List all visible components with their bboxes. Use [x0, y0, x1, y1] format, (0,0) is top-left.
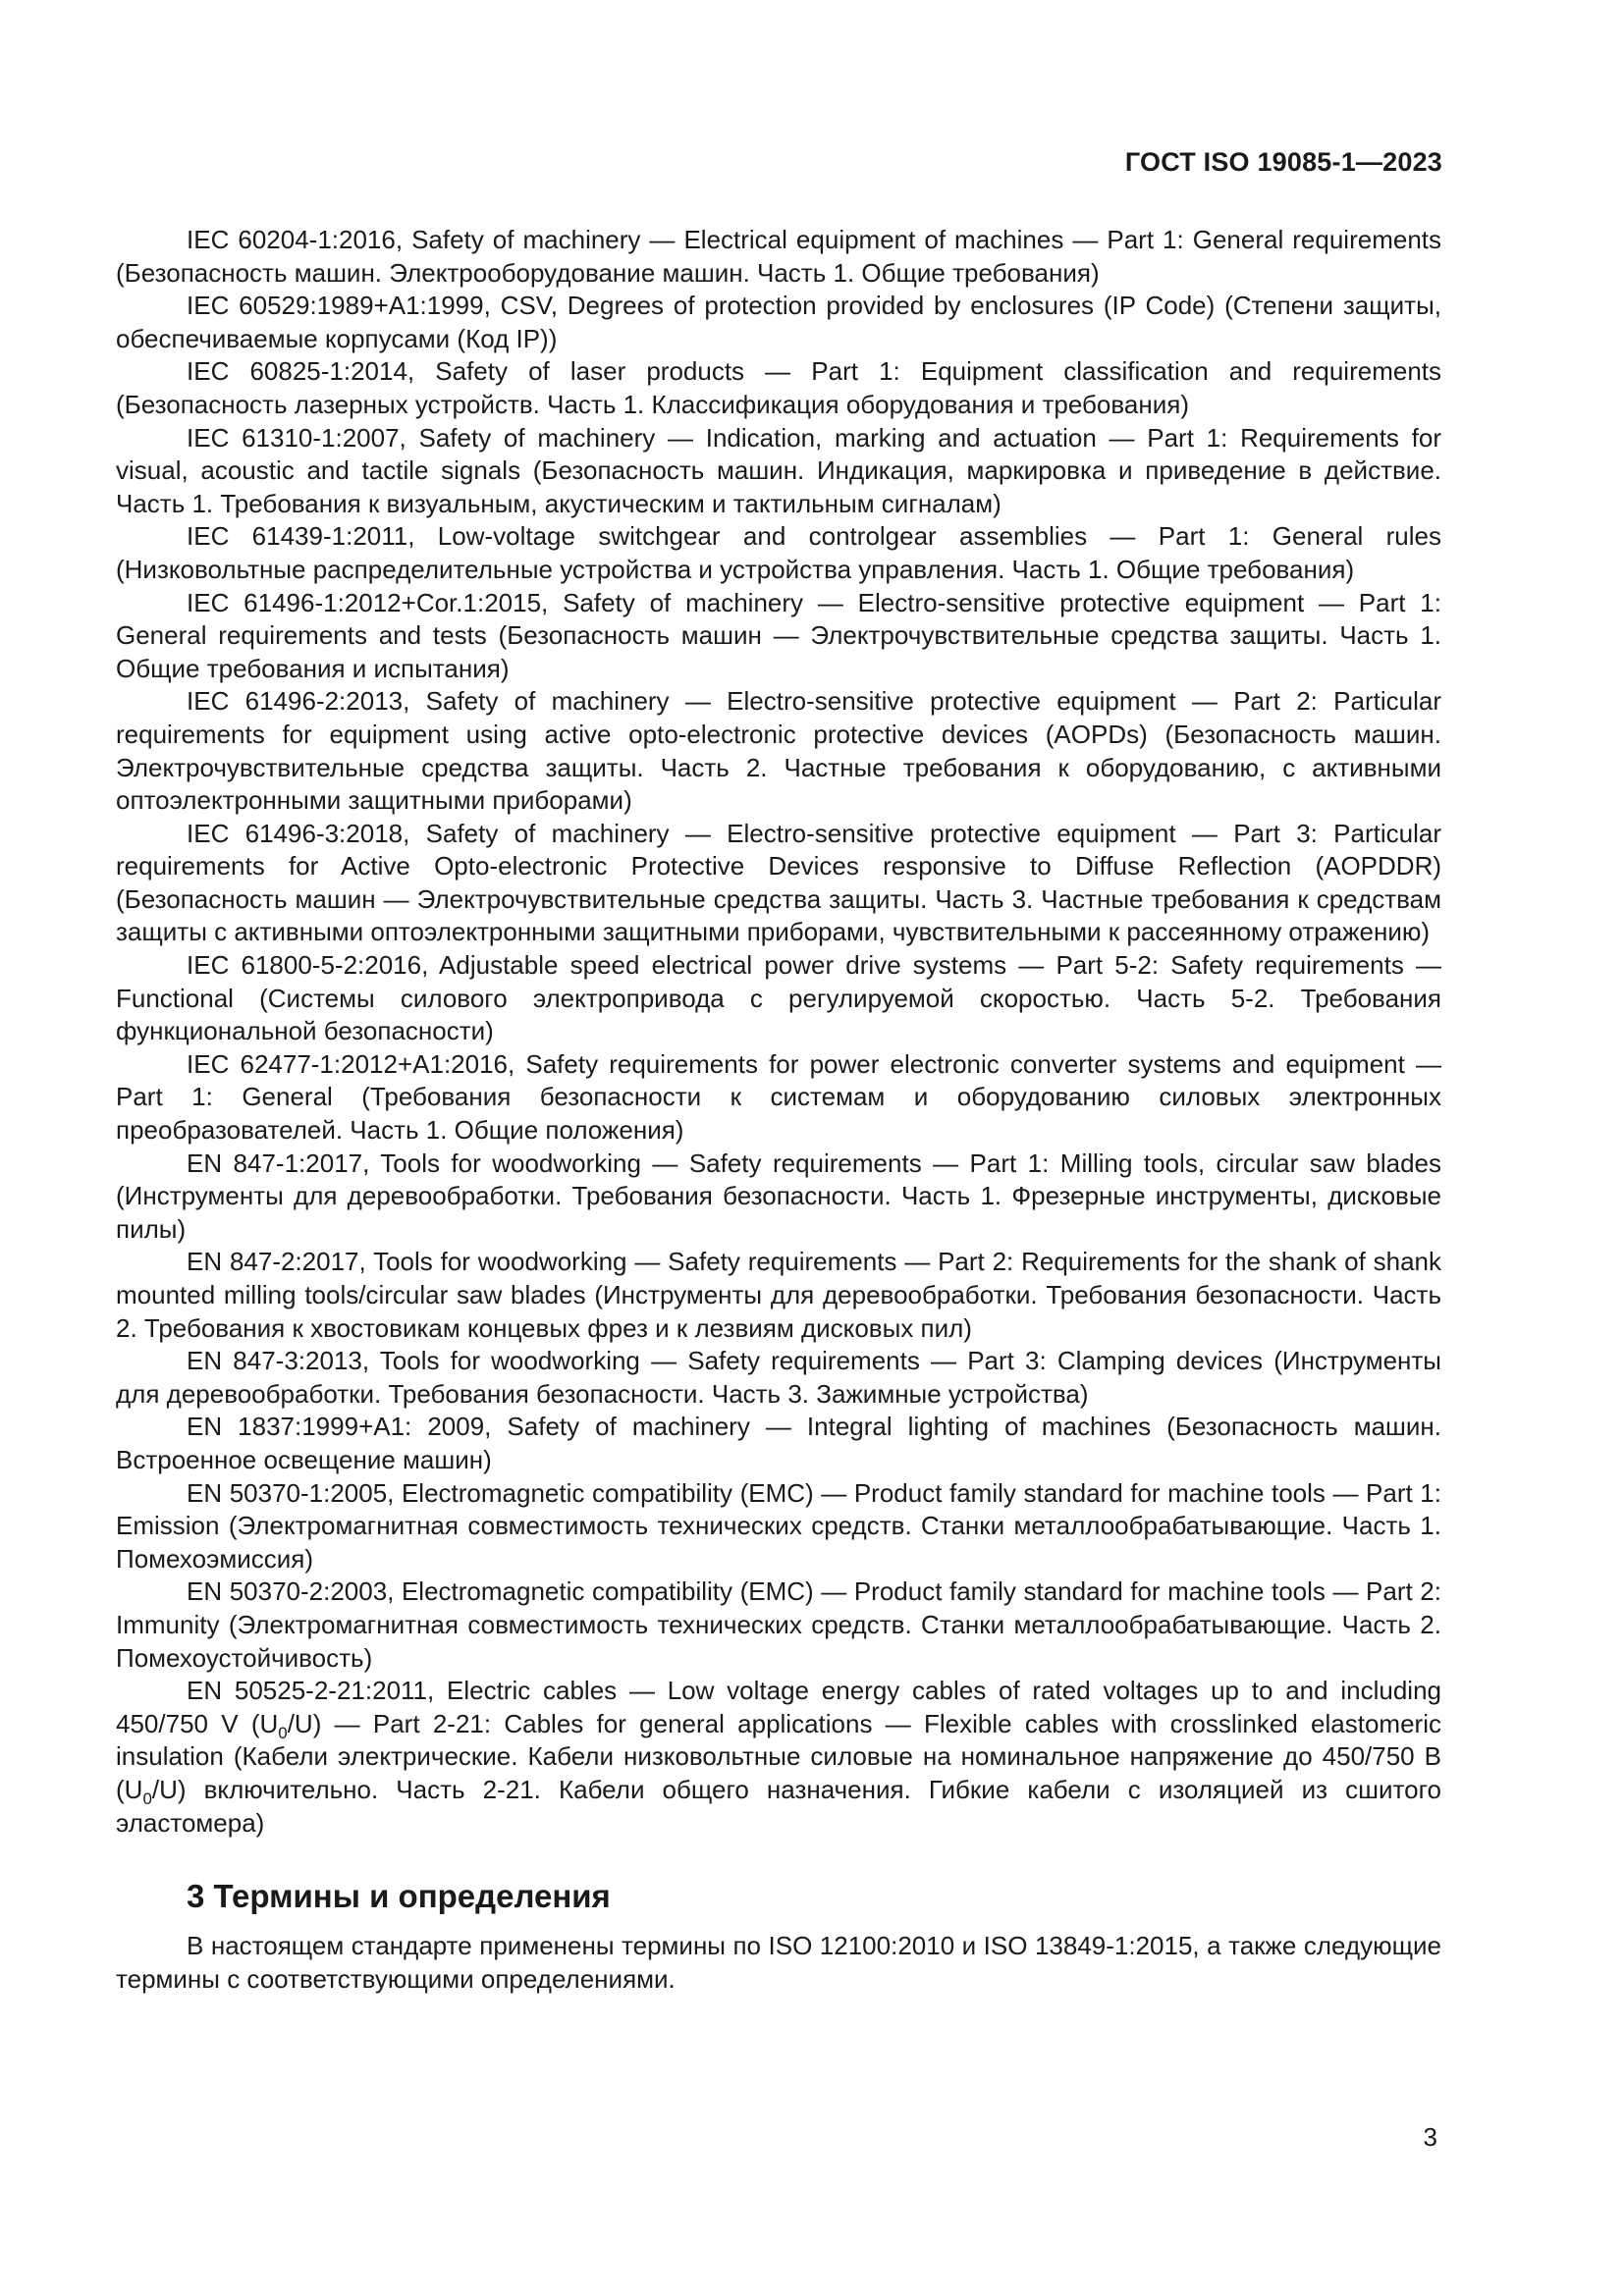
section-paragraph: В настоящем стандарте применены термины по ISO 12100:2010 и ISO 13849-1:2015, а также следующие термины с соответствующими определениями. [116, 1931, 1441, 1994]
normative-references-list [116, 224, 1441, 1675]
section-title: 3 Термины и определения [187, 1878, 611, 1915]
reference-entry: EN 847-2:2017, Tools for woodworking — Safety requirements — Part 2: Requirements for the shank of shank mounted milling tools/circular saw blades (Инструменты для деревообработки. Требования безопасности. Часть 2. Требования к хвостовикам концевых фрез и к лезвиям дисковых пил) [116, 1247, 1441, 1343]
reference-entry: IEC 61800-5-2:2016, Adjustable speed electrical power drive systems — Part 5-2: Safety requirements — Functional (Системы силового электропривода с регулируемой скоростью. Часть 5-2. Требования функциональной безопасности) [116, 950, 1441, 1046]
reference-entry: IEC 60529:1989+A1:1999, CSV, Degrees of protection provided by enclosures (IP Code) (Степени защиты, обеспечиваемые корпусами (Код IP)) [116, 291, 1441, 353]
page-content [116, 224, 1441, 1996]
reference-entry: IEC 61439-1:2011, Low-voltage switchgear and controlgear assemblies — Part 1: General rules (Низковольтные распределительные устройства и устройства управления. Часть 1. Общие требования) [116, 521, 1441, 584]
reference-entry: IEC 62477-1:2012+A1:2016, Safety requirements for power electronic converter systems and equipment — Part 1: General (Требования безопасности к системам и оборудованию силовых электронных преобразователей. Часть 1. Общие положения) [116, 1048, 1441, 1146]
reference-entry: IEC 60204-1:2016, Safety of machinery — Electrical equipment of machines — Part 1: General requirements (Безопасность машин. Электрооборудование машин. Часть 1. Общие требования) [116, 225, 1441, 288]
reference-entry: IEC 61310-1:2007, Safety of machinery — Indication, marking and actuation — Part 1: Requirements for visual, acoustic and tactile signals (Безопасность машин. Индикация, маркировка и приведение в действие. Часть 1. Требования к визуальным, акустическим и тактильным сигналам) [116, 422, 1441, 518]
reference-entry: EN 50370-2:2003, Electromagnetic compatibility (EMC) — Product family standard for machine tools — Part 2: Immunity (Электромагнитная совместимость технических средств. Станки металлообрабатывающие. Часть 2. Помехоустойчивость) [116, 1576, 1441, 1673]
reference-entry: IEC 61496-3:2018, Safety of machinery — Electro-sensitive protective equipment — Part 3: Particular requirements for Active Opto-electronic Protective Devices responsive to Diffuse Reflection (AOPDDR) (Безопасность машин — Электрочувствительные средства защиты. Часть 3. Частные требования к средствам защиты с активными оптоэлектронными защитными приборами, чувствительными к рассеянному отражению) [116, 818, 1441, 947]
reference-entry: IEC 60825-1:2014, Safety of laser products — Part 1: Equipment classification and requirements (Безопасность лазерных устройств. Часть 1. Классификация оборудования и требования) [116, 356, 1441, 419]
page-number: 3 [1423, 2122, 1437, 2152]
reference-entry-en-50525: EN 50525-2-21:2011, Electric cables — Low voltage energy cables of rated voltages up to and including 450/750 V $(U_0/U)$ — Part 2-21: Cables for general applications — Flexible cables with crosslinked elastomeric insulation (Кабели электрические. Кабели низковольтные силовые на номинальное напряжение до 450/750 В $(U_0/U)$ включительно. Часть 2-21. Кабели общего назначения. Гибкие кабели с изоляцией из сшитого эластомера) [116, 1676, 1441, 1838]
reference-entry: EN 847-3:2013, Tools for woodworking — Safety requirements — Part 3: Clamping devices (Инструменты для деревообработки. Требования безопасности. Часть 3. Зажимные устройства) [116, 1346, 1441, 1409]
document-header: ГОСТ ISO 19085-1—2023 [1124, 147, 1442, 177]
reference-entry: EN 50370-1:2005, Electromagnetic compatibility (EMC) — Product family standard for machine tools — Part 1: Emission (Электромагнитная совместимость технических средств. Станки металлообрабатывающие. Часть 1. Помехоэмиссия) [116, 1477, 1441, 1574]
reference-entry: EN 1837:1999+A1: 2009, Safety of machinery — Integral lighting of machines (Безопасность машин. Встроенное освещение машин) [116, 1412, 1441, 1474]
reference-entry: IEC 61496-2:2013, Safety of machinery — Electro-sensitive protective equipment — Part 2: Particular requirements for equipment using active opto-electronic protective devices (AOPDs) (Безопасность машин. Электрочувствительные средства защиты. Часть 2. Частные требования к оборудованию, с активными оптоэлектронными защитными приборами) [116, 686, 1441, 816]
reference-entry: IEC 61496-1:2012+Cor.1:2015, Safety of machinery — Electro-sensitive protective equipment — Part 1: General requirements and tests (Безопасность машин — Электрочувствительные средства защиты. Часть 1. Общие требования и испытания) [116, 587, 1441, 683]
reference-entry: EN 847-1:2017, Tools for woodworking — Safety requirements — Part 1: Milling tools, circular saw blades (Инструменты для деревообработки. Требования безопасности. Часть 1. Фрезерные инструменты, дисковые пилы) [116, 1148, 1441, 1244]
